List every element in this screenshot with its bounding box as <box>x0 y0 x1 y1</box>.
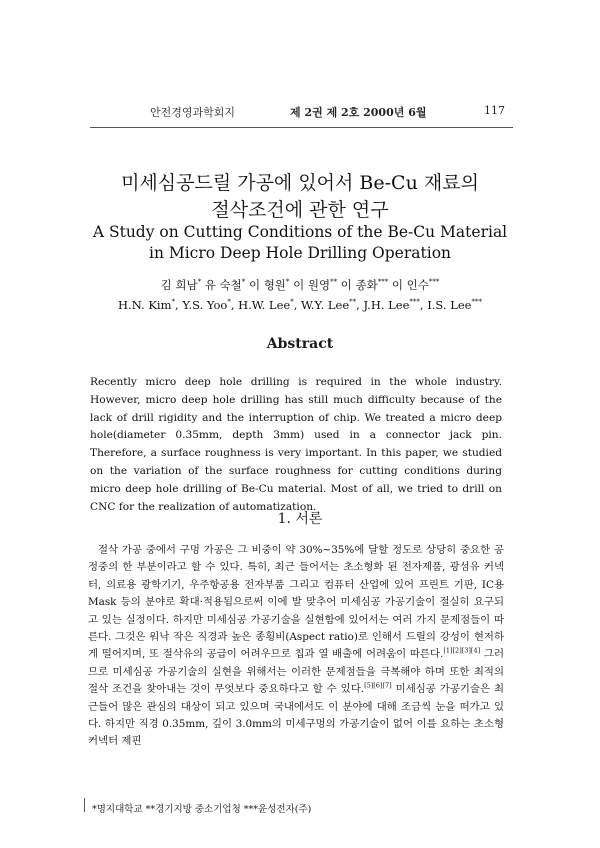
affiliation-mark: ** <box>349 298 357 307</box>
title-korean <box>60 170 540 224</box>
author-name: 이 인수 <box>391 278 429 292</box>
author-block <box>60 275 540 315</box>
affiliation-mark: ** <box>330 278 338 287</box>
body-text-part-2: 그러므로 미세심공 가공기술의 실현을 위해서는 이러한 문제점들을 극복해야 하며 또한 최적의 절삭 조건을 찾아내는 것이 무엇보다 중요하다고 할 수 있다. <box>88 648 504 696</box>
body-paragraph <box>88 542 504 751</box>
authors-english: H.N. Kim*, Y.S. Yoo*, H.W. Lee*, W.Y. Lee**, J.H. Lee***, I.S. Lee*** <box>118 298 482 312</box>
header-rule <box>90 127 513 128</box>
title-english-line-2: in Micro Deep Hole Drilling Operation <box>148 244 452 262</box>
affiliation-mark: * <box>285 278 290 287</box>
affiliation-mark: *** <box>471 298 482 307</box>
abstract-heading: Abstract <box>266 336 334 352</box>
affiliation-mark: * <box>197 278 202 287</box>
author-name: I.S. Lee <box>427 298 472 312</box>
author-name: H.W. Lee <box>238 298 291 312</box>
author-name: Y.S. Yoo <box>182 298 228 312</box>
affiliation-mark: * <box>241 278 246 287</box>
authors-korean <box>60 275 540 295</box>
author-name: 김 희남 <box>160 278 198 292</box>
author-name: W.Y. Lee <box>301 298 350 312</box>
affiliation-mark: * <box>171 298 176 307</box>
affiliation-mark: * <box>290 298 294 307</box>
issue-info: 제 2권 제 2호 2000년 6월 <box>290 106 427 119</box>
body-text-part-1: 절삭 가공 중에서 구멍 가공은 그 비중이 약 30%~35%에 달할 정도로 상당히 중요한 공정중의 한 부분이라고 할 수 있다. 특히, 최근 들어서는 초소형화 된 전자제품, 광섬유 커넥터, 의료용 광학기기, 우주항공용 전자부품 그리고 컴퓨터 산업에 있어 프린트 기판, IC용 Mask 등의 분야로 확대·적용됨으로써 이에 발 맞추어 미세심공 가공기술이 절실히 요구되고 있는 실정이다. 하지만 미세심공 가공기술을 실현함에 있어서는 여러 가지 문제점들이 따른다. 그것은 워낙 작은 직경과 높은 종횡비(Aspect ratio)로 인해서 드릴의 강성이 현저하게 떨어지며, 또 절삭유의 공급이 어려우므로 칩과 열 배출에 어려움이 따른다. <box>88 544 504 661</box>
section-heading: 1. 서론 <box>277 511 323 527</box>
author-name: 이 형원 <box>248 278 286 292</box>
title-korean-line-1: 미세심공드릴 가공에 있어서 Be-Cu 재료의 <box>121 172 479 194</box>
body-text-part-3: 미세심공 가공기술은 최근들어 많은 관심의 대상이 되고 있으며 국내에서도 이 분야에 대해 조금씩 눈을 떠가고 있다. 하지만 직경 0.35mm, 깊이 3.0mm의 미세구멍의 가공기술이 없어 이를 요하는 초소형 커넥터 제핀 <box>88 683 505 748</box>
author-name: 유 숙철 <box>204 278 242 292</box>
title-english <box>60 222 540 264</box>
journal-name: 안전경영과학회지 <box>150 106 236 119</box>
author-name: 이 종화 <box>340 278 378 292</box>
running-header <box>150 104 505 124</box>
affiliation-mark: *** <box>409 298 420 307</box>
margin-mark <box>84 798 85 812</box>
title-english-line-1: A Study on Cutting Conditions of the Be-Cu Material <box>92 223 508 241</box>
affiliation-mark: *** <box>428 278 440 287</box>
author-name: H.N. Kim <box>118 298 172 312</box>
citation-1: [1][2][3][4] <box>443 646 481 655</box>
citation-2: [5][6][7] <box>364 681 392 690</box>
author-name: 이 원영 <box>293 278 331 292</box>
title-korean-line-2: 절삭조건에 관한 연구 <box>211 199 389 221</box>
affiliation-footnote: *명지대학교 **경기지방 중소기업청 ***윤성전자(주) <box>92 804 312 815</box>
author-name: J.H. Lee <box>363 298 410 312</box>
page-number: 117 <box>484 104 505 117</box>
abstract-text: Recently micro deep hole drilling is required in the whole industry. However, micro deep hole drilling has still much difficulty because of the lack of drill rigidity and the interruption of chip. We treated a micro deep hole(diameter 0.35mm, depth 3mm) used in a connector jack pin. Therefore, a surface roughness is very important. In this paper, we studied on the variation of the surface roughness for cutting conditions during micro deep hole drilling of Be-Cu material. Most of all, we tried to drill on CNC for the realization of automatization. <box>90 376 502 513</box>
affiliation-mark: *** <box>377 278 389 287</box>
affiliation-mark: * <box>227 298 231 307</box>
